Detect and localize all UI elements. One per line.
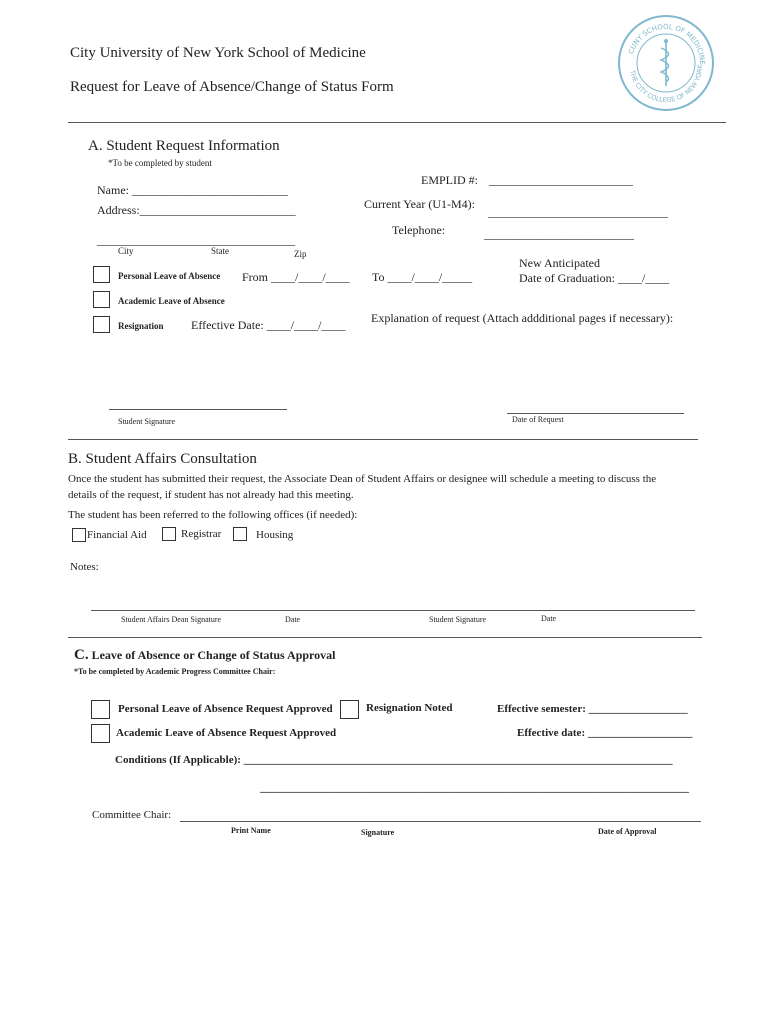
resignation-noted-label: Resignation Noted [366, 702, 453, 714]
date-of-request-label: Date of Request [512, 415, 564, 424]
section-b-signature-line[interactable] [91, 610, 695, 611]
address-field[interactable]: Address:__________________________ [97, 203, 296, 217]
zip-label: Zip [294, 249, 307, 259]
section-c-note: *To be completed by Academic Progress Committee Chair: [74, 667, 276, 676]
graduation-date-field[interactable]: Date of Graduation: ____/____ [519, 271, 670, 285]
emplid-field[interactable]: ________________________ [489, 173, 633, 187]
academic-leave-label: Academic Leave of Absence [118, 296, 225, 306]
referred-offices-label: The student has been referred to the following offices (if needed): [68, 509, 358, 521]
resignation-label: Resignation [118, 321, 164, 331]
explanation-label: Explanation of request (Attach addditional pages if necessary): [371, 311, 674, 325]
institution-title: City University of New York School of Medicine [70, 45, 366, 61]
section-a-heading: A. Student Request Information [88, 138, 280, 154]
conditions-field[interactable]: Conditions (If Applicable): ______________________________________________________________________________ [115, 754, 673, 766]
emplid-label: EMPLID #: [421, 173, 478, 187]
conditions-line-2[interactable]: ______________________________________________________________________________ [260, 782, 689, 794]
section-c-heading: C. Leave of Absence or Change of Status Approval [74, 647, 336, 663]
registrar-checkbox[interactable] [162, 527, 176, 541]
personal-approved-label: Personal Leave of Absence Request Approved [118, 703, 333, 715]
housing-checkbox[interactable] [233, 527, 247, 541]
student-signature-line[interactable] [109, 409, 287, 410]
section-a-divider [68, 439, 698, 440]
resignation-noted-checkbox[interactable] [340, 700, 359, 719]
date-of-approval-label: Date of Approval [598, 827, 657, 836]
committee-chair-label: Committee Chair: [92, 809, 172, 821]
notes-label: Notes: [70, 561, 99, 573]
state-label: State [211, 246, 229, 256]
academic-approved-label: Academic Leave of Absence Request Approved [116, 727, 337, 739]
resignation-checkbox[interactable] [93, 316, 110, 333]
current-year-field[interactable]: ______________________________ [488, 205, 668, 219]
effective-date-approval-field[interactable]: Effective date: ___________________ [517, 727, 693, 739]
header-divider [68, 122, 726, 123]
personal-leave-checkbox[interactable] [93, 266, 110, 283]
student-signature-label: Student Signature [118, 417, 176, 426]
academic-approved-checkbox[interactable] [91, 724, 110, 743]
svg-text:THE CITY COLLEGE OF NEW YORK: THE CITY COLLEGE OF NEW YORK [628, 64, 705, 105]
to-date-field[interactable]: To ____/____/_____ [372, 270, 473, 284]
form-title: Request for Leave of Absence/Change of Status Form [70, 79, 394, 95]
financial-aid-label: Financial Aid [87, 529, 147, 541]
student-date-label: Date [541, 614, 557, 623]
telephone-label: Telephone: [392, 223, 446, 237]
personal-approved-checkbox[interactable] [91, 700, 110, 719]
signature-label: Signature [361, 828, 395, 837]
section-b-divider [68, 637, 702, 638]
print-name-label: Print Name [231, 826, 271, 835]
dean-date-label: Date [285, 615, 301, 624]
dean-signature-label: Student Affairs Dean Signature [121, 615, 222, 624]
current-year-label: Current Year (U1-M4): [364, 197, 475, 211]
address-line-2[interactable]: _________________________________ [97, 233, 295, 247]
svg-text:CUNY SCHOOL OF MEDICINE: CUNY SCHOOL OF MEDICINE [627, 22, 707, 65]
telephone-field[interactable]: _________________________ [484, 227, 634, 241]
from-date-field[interactable]: From ____/____/____ [242, 270, 350, 284]
registrar-label: Registrar [181, 528, 222, 540]
section-a-note: *To be completed by student [108, 158, 212, 168]
section-b-paragraph-line2: details of the request, if student has not already had this meeting. [68, 489, 354, 501]
date-of-request-line[interactable] [507, 413, 684, 414]
housing-label: Housing [256, 529, 294, 541]
name-field[interactable]: Name: __________________________ [97, 183, 288, 197]
effective-date-field[interactable]: Effective Date: ____/____/____ [191, 318, 346, 332]
academic-leave-checkbox[interactable] [93, 291, 110, 308]
new-anticipated-label: New Anticipated [519, 256, 600, 270]
section-b-heading: B. Student Affairs Consultation [68, 451, 257, 467]
section-b-paragraph-line1: Once the student has submitted their request, the Associate Dean of Student Affairs or designee will schedule a meeting to discuss the [68, 473, 657, 485]
effective-semester-field[interactable]: Effective semester: __________________ [497, 703, 688, 715]
financial-aid-checkbox[interactable] [72, 528, 86, 542]
city-label: City [118, 246, 134, 256]
personal-leave-label: Personal Leave of Absence [118, 271, 221, 281]
student-signature-label-b: Student Signature [429, 615, 487, 624]
committee-chair-line[interactable] [180, 821, 701, 822]
school-seal-logo [617, 14, 715, 112]
